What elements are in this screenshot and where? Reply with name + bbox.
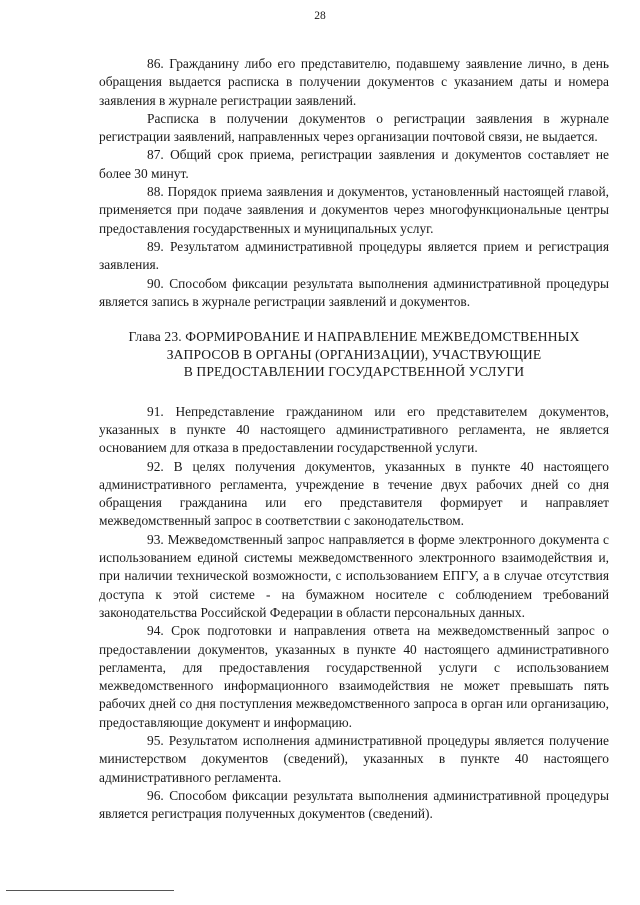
paragraph-96: 96. Способом фиксации результата выполнения административной процедуры является регистрация полученных документов (сведений).: [99, 787, 609, 822]
paragraph-89: 89. Результатом административной процедуры является прием и регистрация заявления.: [99, 238, 609, 273]
chapter-heading-line-1: Глава 23. ФОРМИРОВАНИЕ И НАПРАВЛЕНИЕ МЕЖВЕДОМСТВЕННЫХ: [128, 329, 580, 345]
page-number: 28: [314, 10, 326, 22]
paragraph-92: 92. В целях получения документов, указанных в пункте 40 настоящего административного регламента, учреждение в течение двух рабочих дней со дня обращения гражданина или его представителя формирует и направляет межведомственный запрос в соответствии с законодательством.: [99, 458, 609, 529]
paragraph-87: 87. Общий срок приема, регистрации заявления и документов составляет не более 30 минут.: [99, 147, 609, 181]
chapter-heading-line-3: В ПРЕДОСТАВЛЕНИИ ГОСУДАРСТВЕННОЙ УСЛУГИ: [183, 364, 525, 380]
paragraph-93: 93. Межведомственный запрос направляется в форме электронного документа с использованием единой системы межведомственного электронного взаимодействия и, при наличии технической возможности, с использованием ЕПГУ, а в случае отсутствия доступа к этой системе - на бумажном носителе с соблюдением требований законодательства Российской Федерации в области персональных данных.: [99, 531, 609, 620]
page-body: [99, 55, 609, 823]
footnote-divider: [6, 890, 174, 891]
paragraph-86: 86. Гражданину либо его представителю, подавшему заявление лично, в день обращения выдается расписка в получении документов с указанием даты и номера заявления в журнале регистрации заявлений.: [99, 56, 609, 108]
paragraph-95: 95. Результатом исполнения административной процедуры является получение министерством документов (сведений), указанных в пункте 40 настоящего административного регламента.: [99, 733, 609, 785]
paragraph-94: 94. Срок подготовки и направления ответа на межведомственный запрос о предоставлении документов, указанных в пункте 40 настоящего административного регламента, для предоставления государственной услуги с использованием межведомственного информационного взаимодействия не может превышать пять рабочих дней со дня поступления межведомственного запроса в орган или организацию, предоставляющие документ и информацию.: [99, 623, 609, 730]
paragraph-receipt-postal: Расписка в получении документов о регистрации заявления в журнале регистрации заявлений, направленных через организации почтовой связи, не выдается.: [99, 110, 609, 145]
chapter-heading: [99, 328, 609, 381]
paragraph-88: 88. Порядок приема заявления и документов, установленный настоящей главой, применяется при подаче заявления и документов через многофункциональные центры предоставления государственных и муниципальных услуг.: [99, 184, 609, 236]
paragraph-90: 90. Способом фиксации результата выполнения административной процедуры является запись в журнале регистрации заявлений и документов.: [99, 275, 609, 309]
paragraph-91: 91. Непредставление гражданином или его представителем документов, указанных в пункте 40 настоящего административного регламента, не является основанием для отказа в предоставлении государственной услуги.: [99, 403, 609, 456]
chapter-heading-line-2: ЗАПРОСОВ В ОРГАНЫ (ОРГАНИЗАЦИИ), УЧАСТВУЮЩИЕ: [166, 346, 542, 362]
